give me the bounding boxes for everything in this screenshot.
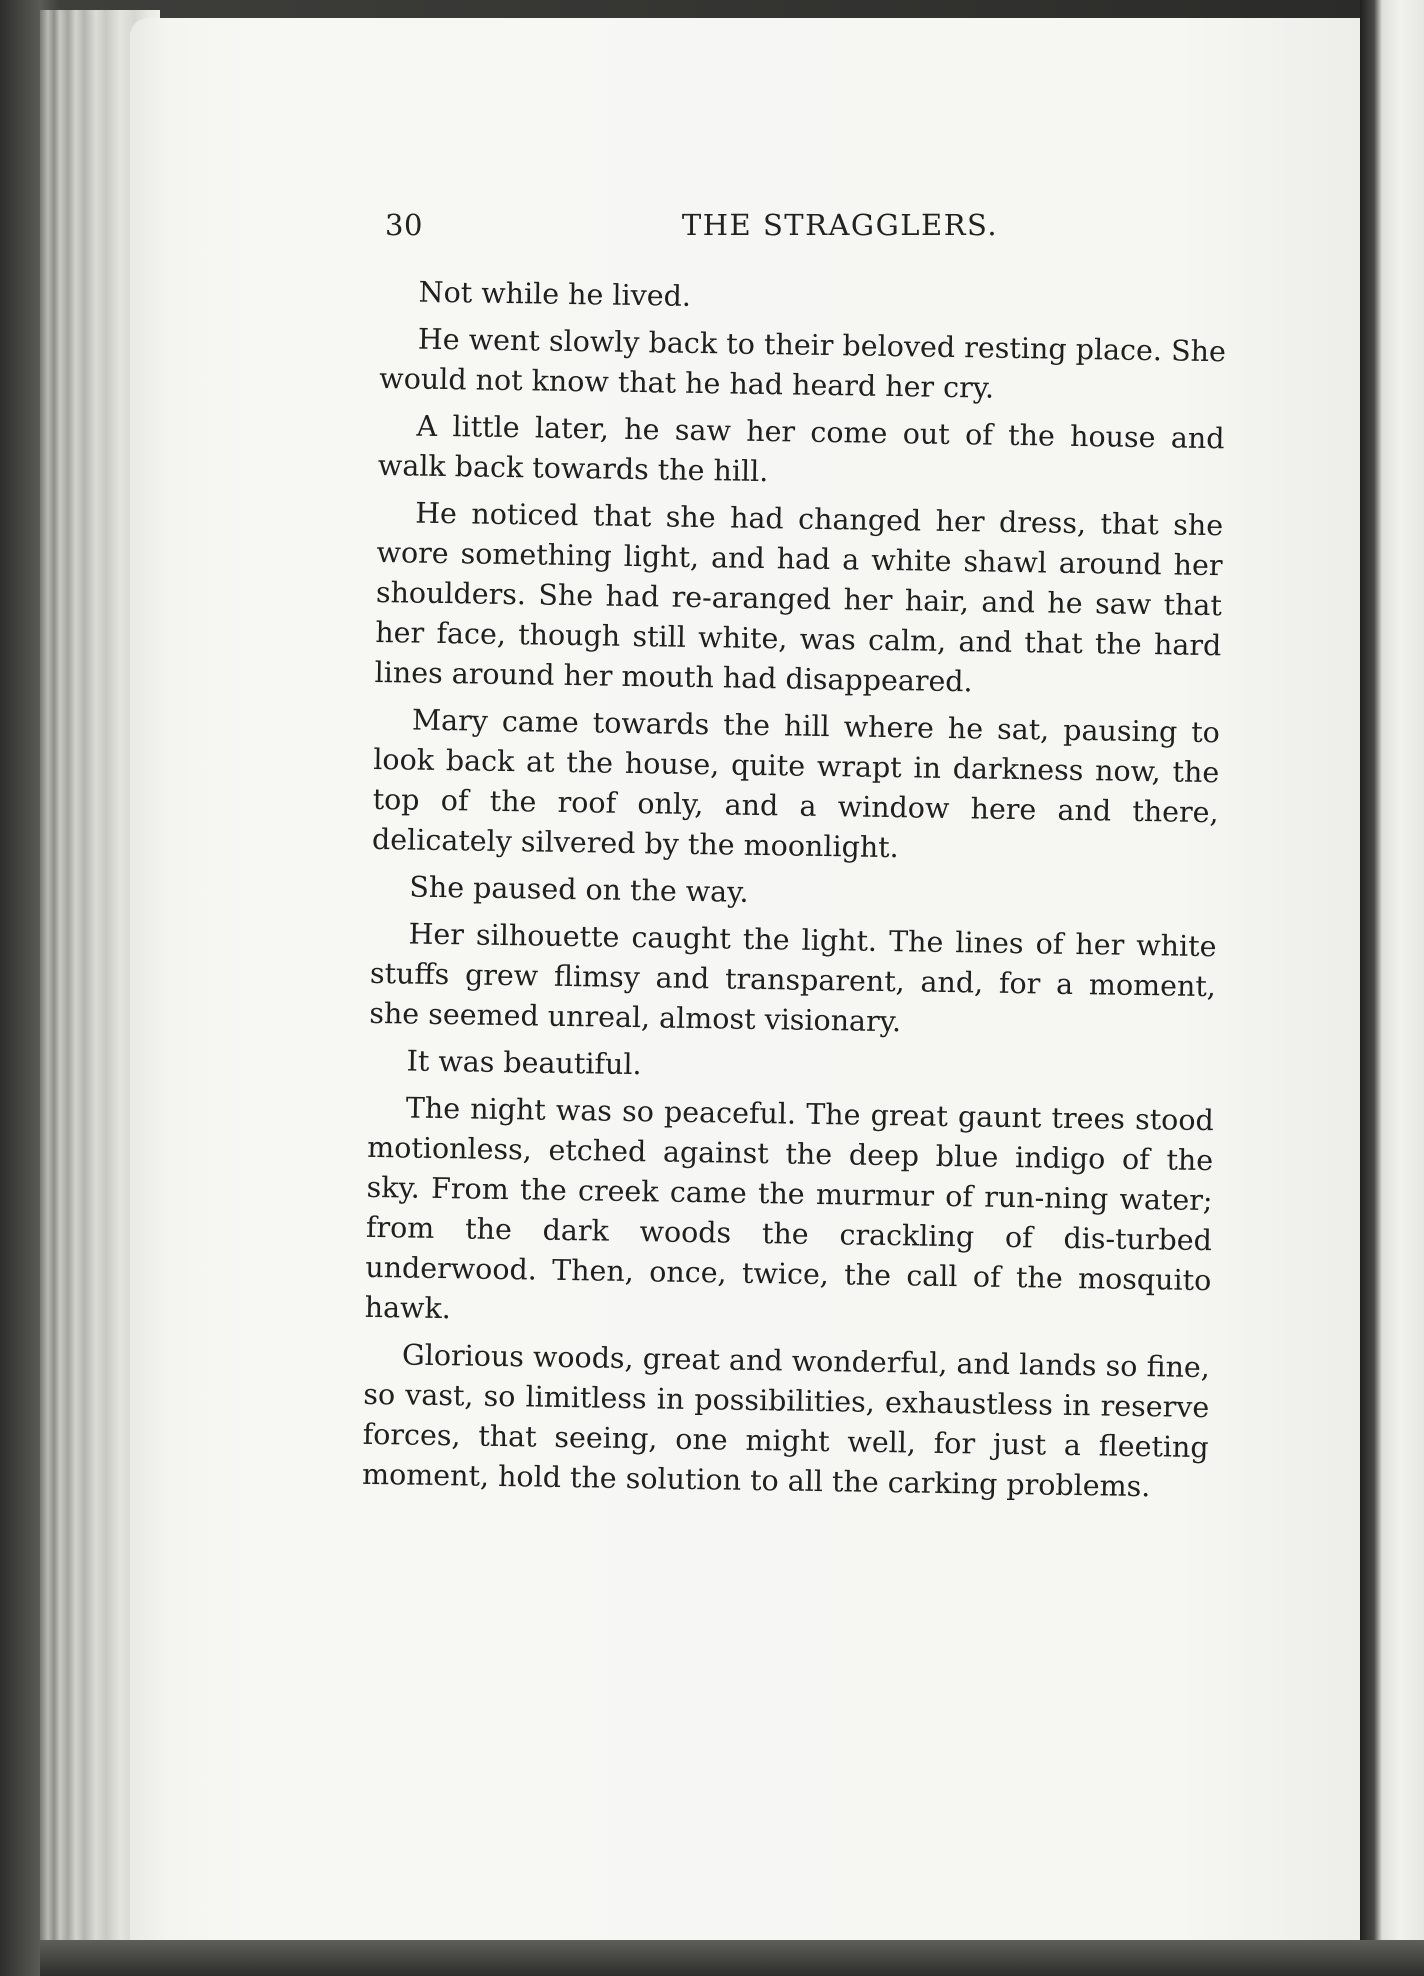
paragraph: Mary came towards the hill where he sat, pausing to look back at the house, quite wrapt in darkness now, the top of the roof only, and a window here and there, delicately silvered by the moonlight. (371, 703, 1221, 865)
book-gutter (1360, 0, 1424, 1976)
bottom-shadow (40, 1940, 1424, 1976)
paragraph: It was beautiful. (406, 1044, 642, 1082)
paragraph: Glorious woods, great and wonderful, and lands so fine, so vast, so limitless in possibilities, exhaustless in reserve forces, that seeing, one might well, for just a fleeting moment, hold the solution to all the carking problems. (361, 1338, 1211, 1504)
paragraph: Her silhouette caught the light. The lines of her white stuffs grew flimsy and transparent, and, for a moment, she seemed unreal, almost visionary. (369, 917, 1217, 1039)
paragraph: Not while he lived. (418, 275, 692, 313)
body-text (362, 272, 1227, 1515)
paragraph: He went slowly back to their beloved resting place. She would not know that he had heard her cry. (379, 322, 1227, 405)
paragraph: He noticed that she had changed her dress, that she wore something light, and had a white shawl around her shoulders. She had re-aranged her hair, and he saw that her face, though still white, was calm, and that the hard lines around her mouth had disappeared. (374, 496, 1224, 699)
running-head: THE STRAGGLERS. (681, 208, 999, 242)
page-header (385, 208, 1225, 252)
paragraph: A little later, he saw her come out of the house and walk back towards the hill. (377, 409, 1225, 489)
paragraph: She paused on the way. (409, 870, 749, 909)
paragraph: The night was so peaceful. The great gaunt trees stood motionless, etched against the deep blue indigo of the sky. From the creek came the murmur of run-ning water; from the dark woods the crackling of dis-turbed underwood. Then, once, twice, the call of the mosquito hawk. (364, 1091, 1215, 1326)
page-number: 30 (385, 208, 423, 242)
